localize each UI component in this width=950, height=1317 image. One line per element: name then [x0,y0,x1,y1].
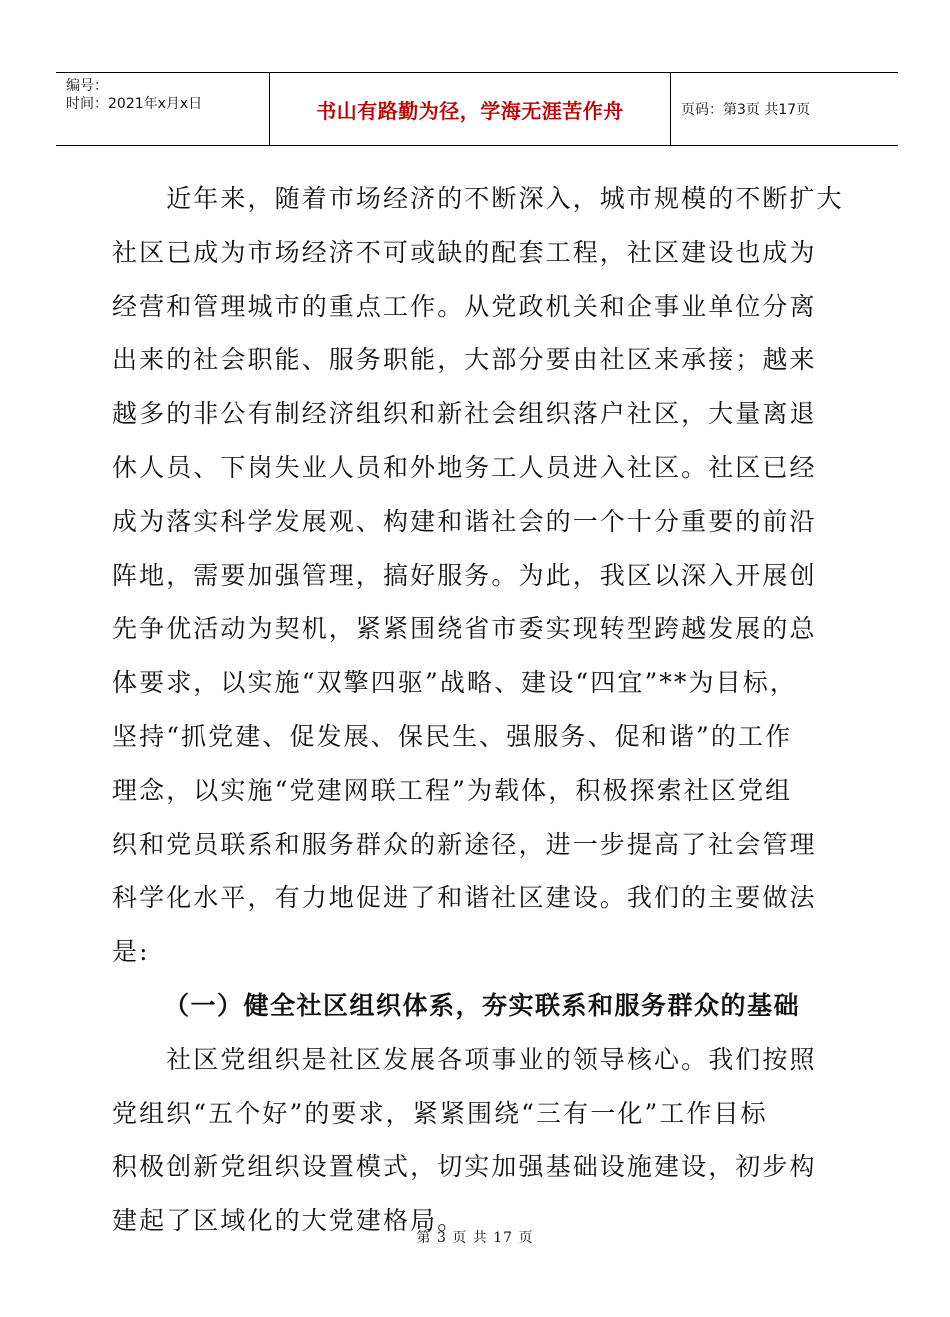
body-line: 坚持“抓党建、促发展、保民生、强服务、促和谐”的工作 [112,721,793,751]
body-line: 先争优活动为契机，紧紧围绕省市委实现转型跨越发展的总 [112,614,817,644]
header-motto-cell [270,73,671,145]
body-line: 科学化水平，有力地促进了和谐社区建设。我们的主要做法 [112,883,817,913]
body-line: 是: [112,937,150,967]
page-info-text: 页码：第3页 共17页 [681,102,811,118]
header-meta [56,73,270,145]
document-body [112,172,842,1248]
number-label: 编号： [66,78,108,94]
body-line: 体要求，以实施“双擎四驱”战略、建设“四宜”**为目标， [112,668,797,698]
motto-text: 书山有路勤为径，学海无涯苦作舟 [316,98,624,123]
header-page-info [671,73,898,145]
body-line: 经营和管理城市的重点工作。从党政机关和企事业单位分离 [112,291,817,321]
body-line: 休人员、下岗失业人员和外地务工人员进入社区。社区已经 [112,452,817,482]
body-line: 织和党员联系和服务群众的新途径，进一步提高了社会管理 [112,829,817,859]
body-line: 积极创新党组织设置模式，切实加强基础设施建设，初步构 [112,1152,817,1182]
body-line: 越多的非公有制经济组织和新社会组织落户社区，大量离退 [112,399,817,429]
body-line: 出来的社会职能、服务职能，大部分要由社区来承接；越来 [112,345,817,375]
body-line: 党组织“五个好”的要求，紧紧围绕“三有一化”工作目标 [112,1098,768,1128]
section-heading: （一）健全社区组织体系，夯实联系和服务群众的基础 [164,990,801,1020]
body-line: 社区党组织是社区发展各项事业的领导核心。我们按照 [112,1044,817,1074]
body-line: 理念，以实施“党建网联工程”为载体，积极探索社区党组 [112,775,793,805]
body-line: 近年来，随着市场经济的不断深入，城市规模的不断扩大 [112,184,844,213]
body-line: 社区已成为市场经济不可或缺的配套工程，社区建设也成为 [112,237,817,267]
document-header [56,72,898,146]
time-label: 时间：2021年x月x日 [66,96,203,112]
page-footer: 第 3 页 共 17 页 [416,1230,534,1246]
body-line: 阵地，需要加强管理，搞好服务。为此，我区以深入开展创 [112,560,817,590]
body-line: 成为落实科学发展观、构建和谐社会的一个十分重要的前沿 [112,506,817,536]
body-line: 建起了区域化的大党建格局。 [112,1206,465,1236]
